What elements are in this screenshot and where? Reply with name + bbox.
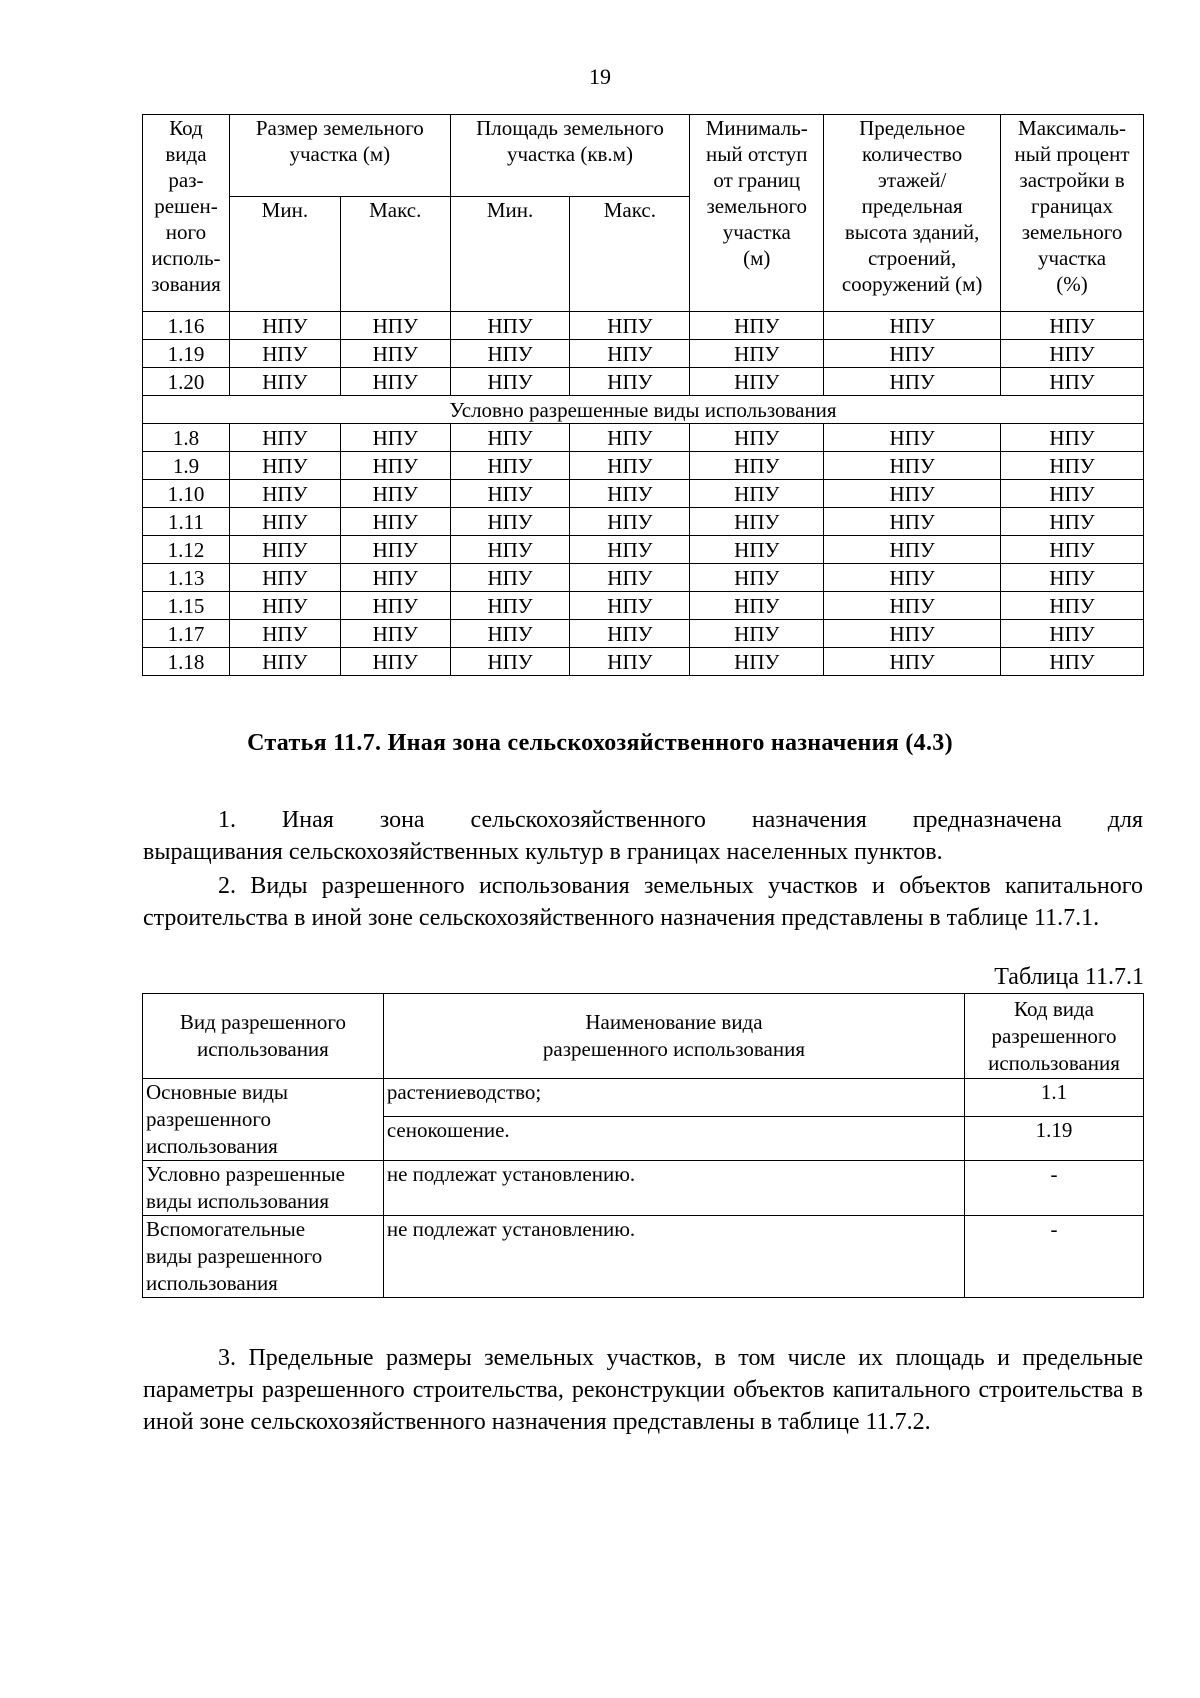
value-cell: НПУ (229, 368, 340, 396)
value-cell: НПУ (690, 648, 824, 676)
header-line: вида (165, 142, 207, 166)
uses-rows (143, 1079, 1144, 1298)
value-cell: НПУ (450, 480, 570, 508)
section-conditional-label: Условно разрешенные виды использования (143, 396, 1144, 424)
value-cell: НПУ (340, 508, 450, 536)
value-cell: НПУ (690, 564, 824, 592)
table-row (143, 1079, 1144, 1117)
value-cell: НПУ (824, 592, 1001, 620)
value-cell: НПУ (1001, 340, 1144, 368)
value-cell: НПУ (570, 368, 690, 396)
value-cell: НПУ (229, 648, 340, 676)
value-cell: НПУ (690, 368, 824, 396)
header-line: Минималь- (705, 116, 808, 140)
use-code-cell: 1.13 (143, 564, 230, 592)
table-row (143, 620, 1144, 648)
value-cell: НПУ (340, 340, 450, 368)
use-kind-cell (143, 1079, 384, 1161)
value-cell: НПУ (340, 424, 450, 452)
header-line: застройки в (1019, 168, 1125, 192)
value-cell: НПУ (229, 620, 340, 648)
header-kind (143, 994, 384, 1079)
table-row (143, 592, 1144, 620)
use-code-cell: - (965, 1161, 1144, 1216)
header-line: использования (988, 1050, 1120, 1075)
header-floors (824, 115, 1001, 312)
use-kind-line: Вспомогательные (146, 1217, 306, 1241)
header-line: участка (м) (289, 142, 391, 166)
value-cell: НПУ (1001, 592, 1144, 620)
table-row (143, 1161, 1144, 1216)
value-cell: НПУ (450, 620, 570, 648)
value-cell: НПУ (1001, 312, 1144, 340)
header-area (450, 115, 690, 197)
use-code-cell: 1.11 (143, 508, 230, 536)
value-cell: НПУ (340, 452, 450, 480)
header-line: исполь- (151, 246, 221, 270)
value-cell: НПУ (690, 424, 824, 452)
header-line: границах (1031, 194, 1114, 218)
header-line: решен- (154, 194, 218, 218)
main-rows (143, 312, 1144, 396)
table-row (143, 368, 1144, 396)
value-cell: НПУ (824, 368, 1001, 396)
value-cell: НПУ (690, 592, 824, 620)
header-use-code (965, 994, 1144, 1079)
header-line: строений, (867, 246, 957, 270)
value-cell: НПУ (340, 620, 450, 648)
header-line: разрешенного использования (542, 1037, 805, 1061)
value-cell: НПУ (450, 592, 570, 620)
value-cell: НПУ (824, 312, 1001, 340)
value-cell: НПУ (570, 508, 690, 536)
use-kind-line: виды разрешенного (146, 1244, 323, 1268)
use-code-cell: 1.8 (143, 424, 230, 452)
value-cell: НПУ (1001, 564, 1144, 592)
value-cell: НПУ (570, 480, 690, 508)
value-cell: НПУ (690, 312, 824, 340)
header-line: ный отступ (706, 142, 808, 166)
use-name-cell: не подлежат установлению. (383, 1161, 964, 1216)
value-cell: НПУ (570, 648, 690, 676)
value-cell: НПУ (824, 508, 1001, 536)
header-line: количество (862, 142, 963, 166)
table-row (143, 564, 1144, 592)
header-area-max: Макс. (570, 197, 690, 312)
use-kind-line: использования (146, 1271, 278, 1295)
table-row (143, 648, 1144, 676)
value-cell: НПУ (340, 368, 450, 396)
value-cell: НПУ (229, 312, 340, 340)
header-line: зования (151, 272, 221, 296)
value-cell: НПУ (570, 340, 690, 368)
header-line: этажей/ (877, 168, 947, 192)
header-size (229, 115, 450, 197)
value-cell: НПУ (450, 508, 570, 536)
header-line: разрешенного (991, 1023, 1117, 1048)
value-cell: НПУ (229, 592, 340, 620)
paragraph-2: 2. Виды разрешенного использования земельных участков и объектов капитального строительства в иной зоне сельскохозяйственного назначения представлены в таблице 11.7.1. (143, 873, 1143, 931)
paragraph-3: 3. Предельные размеры земельных участков, в том числе их площадь и предельные параметры разрешенного строительства, реконструкции объектов капитального строительства в иной зоне сельскохозяйственного назначения представлены в таблице 11.7.2. (143, 1345, 1143, 1435)
use-kind-line: разрешенного (146, 1107, 271, 1131)
value-cell: НПУ (1001, 536, 1144, 564)
value-cell: НПУ (450, 536, 570, 564)
use-code-cell: - (965, 1216, 1144, 1298)
header-line: от границ (713, 168, 801, 192)
use-kind-line: Основные виды (146, 1080, 289, 1104)
header-line: ного (165, 220, 207, 244)
conditional-rows (143, 424, 1144, 676)
header-line: Максималь- (1018, 116, 1126, 140)
header-name (383, 994, 964, 1079)
value-cell: НПУ (824, 452, 1001, 480)
use-kind-cell (143, 1161, 384, 1216)
value-cell: НПУ (690, 508, 824, 536)
header-line: участка (722, 220, 791, 244)
paragraph-1-line-2: выращивания сельскохозяйственных культур в границах населенных пунктов. (143, 839, 943, 865)
value-cell: НПУ (450, 424, 570, 452)
value-cell: НПУ (570, 452, 690, 480)
value-cell: НПУ (229, 452, 340, 480)
header-line: раз- (168, 168, 204, 192)
value-cell: НПУ (824, 564, 1001, 592)
value-cell: НПУ (824, 648, 1001, 676)
value-cell: НПУ (824, 536, 1001, 564)
value-cell: НПУ (690, 480, 824, 508)
value-cell: НПУ (229, 536, 340, 564)
header-line: участка (1037, 246, 1107, 270)
table-caption: Таблица 11.7.1 (994, 964, 1144, 990)
value-cell: НПУ (570, 312, 690, 340)
table-row (143, 480, 1144, 508)
header-line: участка (кв.м) (506, 142, 633, 166)
value-cell: НПУ (690, 620, 824, 648)
header-code (143, 115, 230, 312)
value-cell: НПУ (570, 592, 690, 620)
permitted-uses-table (142, 993, 1144, 1298)
article-title: Статья 11.7. Иная зона сельскохозяйственного назначения (4.3) (247, 730, 953, 756)
table-row (143, 508, 1144, 536)
use-name-cell: растениеводство; (383, 1079, 964, 1117)
parameters-table (142, 114, 1144, 676)
value-cell: НПУ (450, 368, 570, 396)
header-offset (690, 115, 824, 312)
value-cell: НПУ (229, 564, 340, 592)
header-line: Код вида (1014, 996, 1094, 1021)
value-cell: НПУ (824, 340, 1001, 368)
use-kind-line: использования (146, 1134, 278, 1158)
use-code-cell: 1.1 (965, 1079, 1144, 1117)
page-number: 19 (589, 64, 611, 89)
table-row (143, 536, 1144, 564)
header-line: Площадь земельного (476, 116, 664, 140)
value-cell: НПУ (229, 508, 340, 536)
header-line: высота зданий, (844, 220, 980, 244)
header-size-min: Мин. (229, 197, 340, 312)
value-cell: НПУ (340, 648, 450, 676)
use-code-cell: 1.19 (965, 1117, 1144, 1161)
table-row (143, 424, 1144, 452)
use-code-cell: 1.12 (143, 536, 230, 564)
value-cell: НПУ (824, 620, 1001, 648)
header-line: (м) (743, 246, 771, 270)
value-cell: НПУ (1001, 452, 1144, 480)
header-line: сооружений (м) (841, 272, 983, 296)
header-line: (%) (1056, 272, 1088, 296)
value-cell: НПУ (824, 424, 1001, 452)
header-line: Предельное (859, 116, 966, 140)
value-cell: НПУ (1001, 508, 1144, 536)
value-cell: НПУ (1001, 648, 1144, 676)
value-cell: НПУ (570, 564, 690, 592)
value-cell: НПУ (690, 536, 824, 564)
header-percent (1001, 115, 1144, 312)
header-line: земельного (1021, 220, 1123, 244)
value-cell: НПУ (229, 480, 340, 508)
use-kind-cell (143, 1216, 384, 1298)
value-cell: НПУ (450, 340, 570, 368)
value-cell: НПУ (570, 620, 690, 648)
value-cell: НПУ (1001, 620, 1144, 648)
header-line: Наименование вида (585, 1010, 763, 1034)
value-cell: НПУ (340, 564, 450, 592)
table-row (143, 1216, 1144, 1298)
use-kind-line: виды использования (146, 1189, 330, 1213)
value-cell: НПУ (229, 424, 340, 452)
header-size-max: Макс. (340, 197, 450, 312)
header-line: Код (169, 116, 203, 140)
value-cell: НПУ (570, 424, 690, 452)
use-name-cell: не подлежат установлению. (383, 1216, 964, 1298)
header-line: Вид разрешенного (179, 1010, 347, 1034)
value-cell: НПУ (450, 312, 570, 340)
table-row (143, 340, 1144, 368)
table-row (143, 312, 1144, 340)
value-cell: НПУ (229, 340, 340, 368)
use-code-cell: 1.20 (143, 368, 230, 396)
use-code-cell: 1.18 (143, 648, 230, 676)
header-line: Размер земельного (255, 116, 424, 140)
use-code-cell: 1.17 (143, 620, 230, 648)
value-cell: НПУ (1001, 368, 1144, 396)
use-code-cell: 1.9 (143, 452, 230, 480)
value-cell: НПУ (450, 648, 570, 676)
paragraph-1-line-1: 1. Иная зона сельскохозяйственного назначения предназначена для (218, 807, 1143, 833)
header-line: ный процент (1014, 142, 1130, 166)
value-cell: НПУ (340, 480, 450, 508)
value-cell: НПУ (824, 480, 1001, 508)
value-cell: НПУ (1001, 424, 1144, 452)
header-line: предельная (861, 194, 963, 218)
header-area-min: Мин. (450, 197, 570, 312)
value-cell: НПУ (690, 340, 824, 368)
value-cell: НПУ (570, 536, 690, 564)
value-cell: НПУ (450, 564, 570, 592)
table-row (143, 452, 1144, 480)
value-cell: НПУ (1001, 480, 1144, 508)
use-kind-line: Условно разрешенные (146, 1162, 345, 1186)
use-code-cell: 1.16 (143, 312, 230, 340)
header-line: земельного (706, 194, 808, 218)
header-line: использования (196, 1037, 329, 1061)
value-cell: НПУ (450, 452, 570, 480)
use-code-cell: 1.10 (143, 480, 230, 508)
value-cell: НПУ (690, 452, 824, 480)
use-code-cell: 1.15 (143, 592, 230, 620)
value-cell: НПУ (340, 312, 450, 340)
use-code-cell: 1.19 (143, 340, 230, 368)
value-cell: НПУ (340, 536, 450, 564)
value-cell: НПУ (340, 592, 450, 620)
use-name-cell: сенокошение. (383, 1117, 964, 1161)
